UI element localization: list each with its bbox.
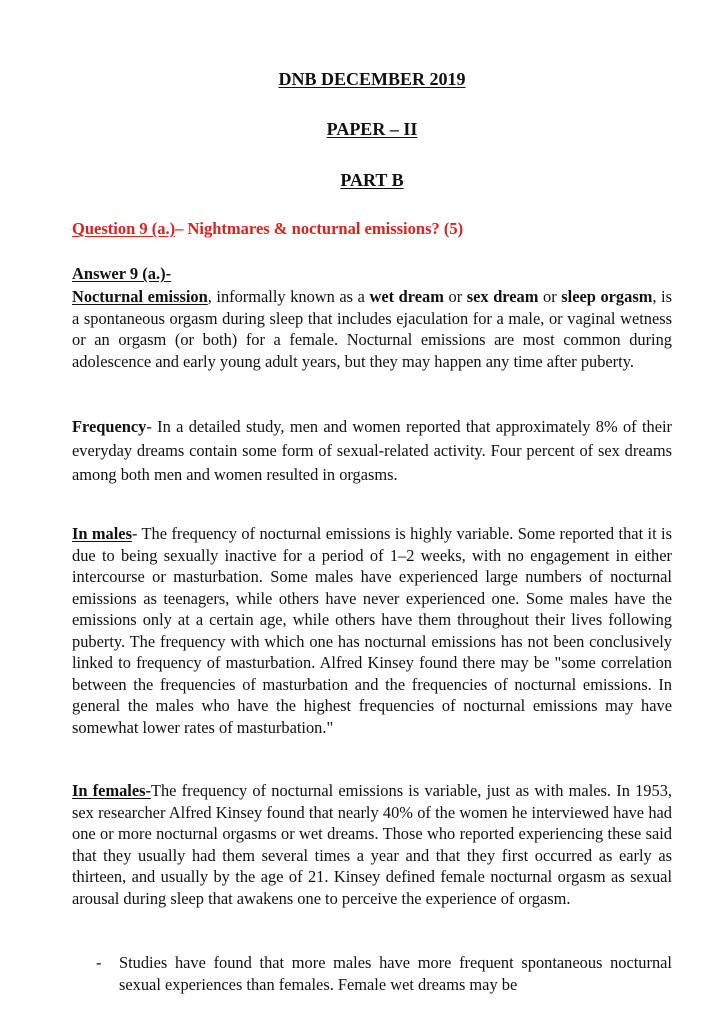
females-label: In females- bbox=[72, 781, 151, 800]
intro-text-3: or bbox=[538, 287, 562, 306]
question-separator: – bbox=[175, 219, 188, 238]
bullet-text: Studies have found that more males have more frequent spontaneous nocturnal sexual experiences than females. Female wet dreams may be bbox=[119, 953, 672, 994]
frequency-text: - In a detailed study, men and women reported that approximately 8% of their everyday dreams contain some form of sexual-related activity. Four percent of sex dreams among both men and women resulted in orgasms. bbox=[72, 417, 672, 484]
intro-text-2: or bbox=[443, 287, 467, 306]
intro-term: Nocturnal emission bbox=[72, 287, 208, 306]
frequency-paragraph bbox=[72, 415, 672, 487]
males-label: In males bbox=[72, 524, 132, 543]
females-text: The frequency of nocturnal emissions is variable, just as with males. In 1953, sex researcher Alfred Kinsey found that nearly 40% of the women he interviewed have had one or more nocturnal orgasms or wet dreams. Those who reported experiencing these said that they usually had them several times a year and that they first occurred as early as thirteen, and usually by the age of 21. Kinsey defined female nocturnal orgasm as sexual arousal during sleep that awakens one to perceive the experience of orgasm. bbox=[72, 781, 672, 908]
answer-label: Answer 9 (a.)- bbox=[72, 264, 172, 283]
question-number: Question 9 (a.) bbox=[72, 219, 176, 238]
intro-paragraph bbox=[72, 286, 672, 372]
intro-bold-2: sex dream bbox=[466, 287, 539, 306]
document-title: DNB DECEMBER 2019 bbox=[278, 69, 466, 89]
males-paragraph bbox=[72, 523, 672, 738]
intro-text-4: , is a spontaneous orgasm during sleep that includes ejaculation for a male, or vaginal wetness or an orgasm (or both) for a female. Nocturnal emissions are most common during adolescence and early young adult years, but they may happen any time after puberty. bbox=[72, 287, 672, 371]
intro-bold-1: wet dream bbox=[369, 287, 444, 306]
intro-bold-3: sleep orgasm bbox=[561, 287, 653, 306]
question-line bbox=[72, 219, 463, 239]
intro-text-1: , informally known as a bbox=[207, 287, 370, 306]
question-text: Nightmares & nocturnal emissions? (5) bbox=[187, 219, 464, 238]
females-paragraph bbox=[72, 780, 672, 909]
frequency-label: Frequency bbox=[72, 417, 147, 436]
bullet-marker: - bbox=[96, 953, 102, 972]
part-heading: PART B bbox=[340, 170, 404, 190]
males-text: - The frequency of nocturnal emissions is highly variable. Some reported that it is due to being sexually inactive for a period of 1–2 weeks, with no engagement in either intercourse or masturbation. Some males have experienced large numbers of nocturnal emissions as teenagers, while others have never experienced one. Some males have the emissions only at a certain age, while others have them throughout their lives following puberty. The frequency with which one has nocturnal emissions has not been conclusively linked to frequency of masturbation. Alfred Kinsey found there may be "some correlation between the frequencies of masturbation and the frequencies of nocturnal emissions. In general the males who have the highest frequencies of nocturnal emissions may have somewhat lower rates of masturbation." bbox=[72, 524, 672, 737]
paper-heading: PAPER – II bbox=[326, 119, 418, 139]
